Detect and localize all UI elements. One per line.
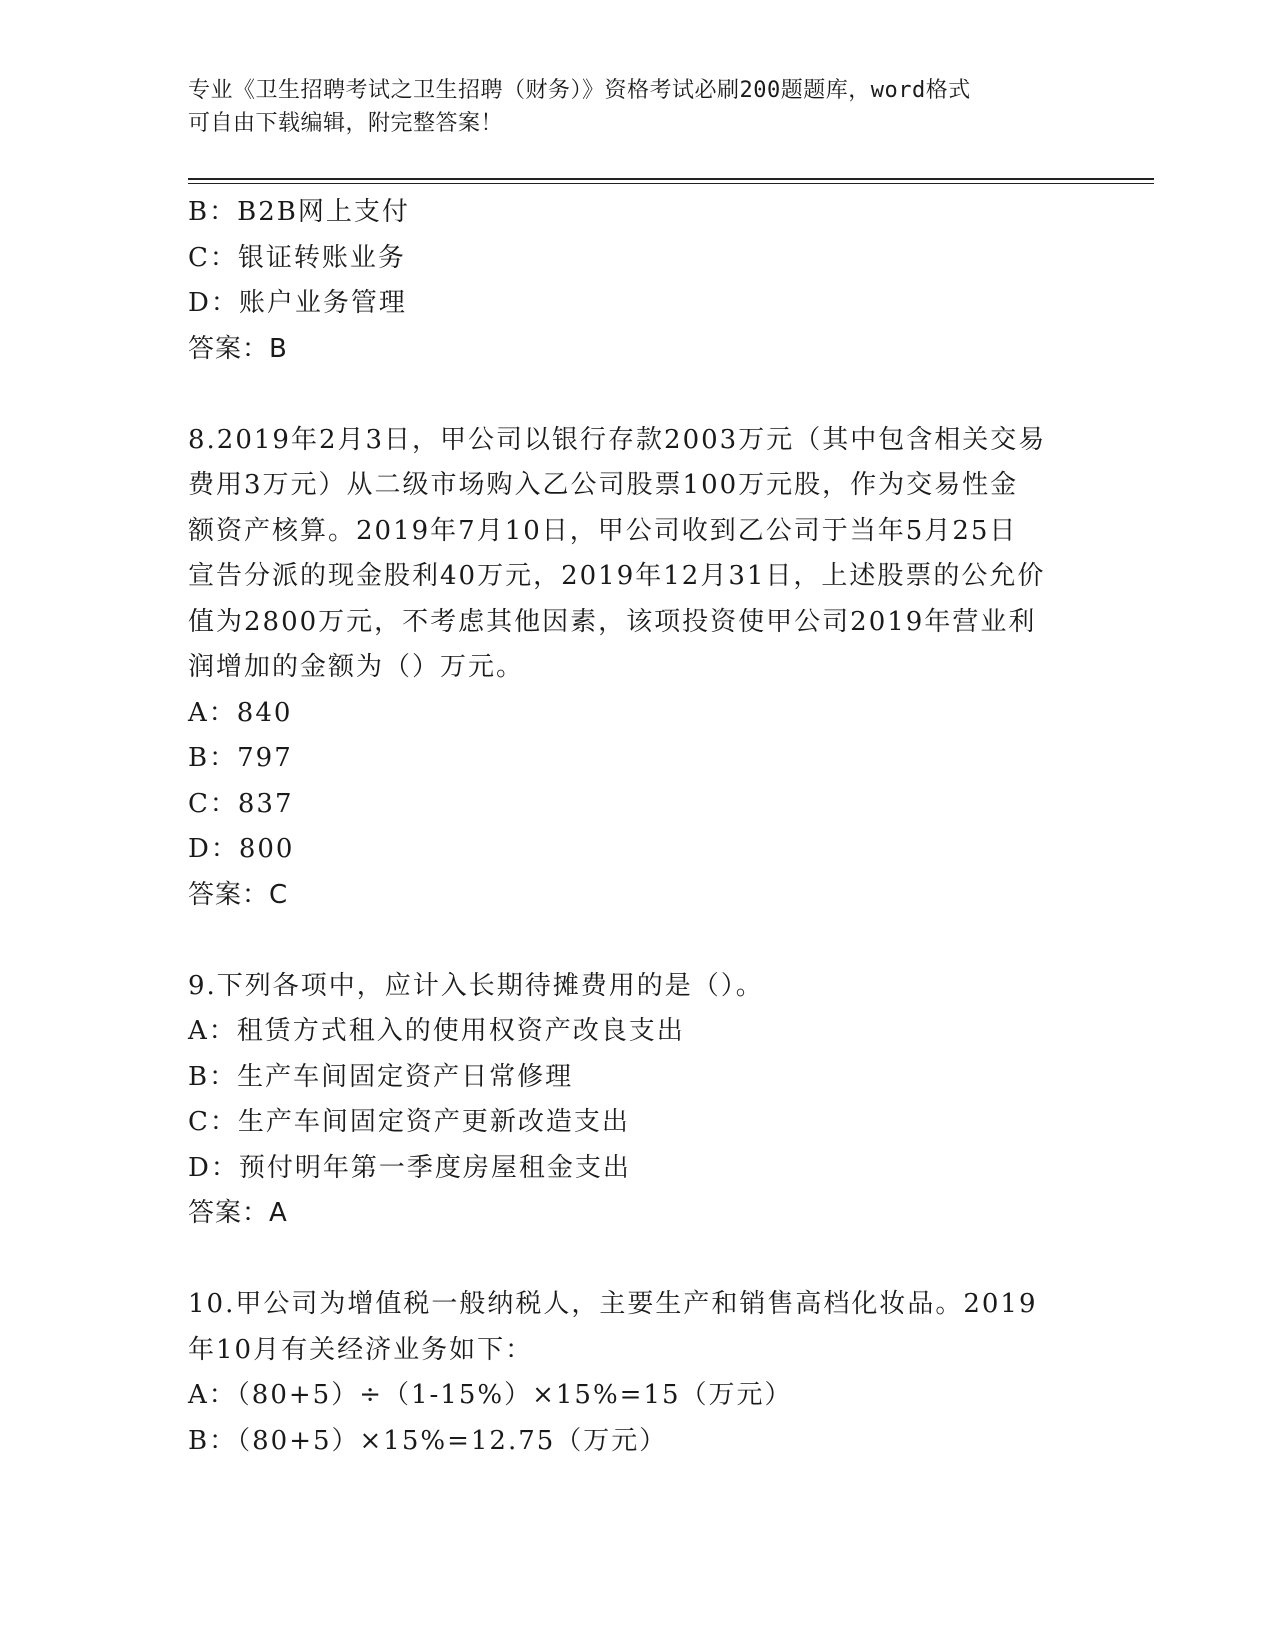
q9-option-b: B：生产车间固定资产日常修理 [188,1061,574,1092]
q7-option-c: C：银证转账业务 [188,242,406,273]
q8-stem-line: 8.2019年2月3日，甲公司以银行存款2003万元（其中包含相关交易 [188,424,1047,455]
q8-stem-line: 宣告分派的现金股利40万元，2019年12月31日，上述股票的公允价 [188,561,1046,591]
spacer [188,1237,1088,1283]
spacer [188,918,1088,964]
q10-option-b: B：（80+5）×15%=12.75（万元） [188,1425,668,1456]
document-header [188,74,1088,140]
q8-stem-line: 润增加的金额为（）万元。 [188,652,525,682]
q8-option-b: B：797 [188,743,293,773]
header-title-line-1: 专业《卫生招聘考试之卫生招聘（财务）》资格考试必刷200题题库，word格式 [188,78,971,103]
q8-answer: 答案：C [188,879,289,910]
spacer [188,372,1088,418]
question-7-tail [188,190,1088,372]
q8-option-c: C：837 [188,788,294,819]
header-divider-thin [188,183,1154,184]
q9-option-d: D：预付明年第一季度房屋租金支出 [188,1152,631,1183]
question-8 [188,418,1088,919]
header-divider-thick [188,178,1154,180]
q7-option-d: D：账户业务管理 [188,288,407,318]
q9-answer: 答案：A [188,1198,288,1228]
q7-option-b: B：B2B网上支付 [188,197,410,227]
q10-stem-line: 年10月有关经济业务如下： [188,1334,534,1365]
q8-stem-line: 费用3万元）从二级市场购入乙公司股票100万元股，作为交易性金 [188,470,1019,500]
question-9 [188,964,1088,1237]
question-10 [188,1282,1088,1464]
q8-option-a: A：840 [188,697,293,728]
q9-option-c: C：生产车间固定资产更新改造支出 [188,1107,630,1137]
header-title-line-2: 可自由下载编辑，附完整答案！ [188,111,504,136]
q9-stem: 9.下列各项中，应计入长期待摊费用的是（）。 [188,970,764,1001]
q8-option-d: D：800 [188,834,295,864]
q10-stem-line: 10.甲公司为增值税一般纳税人，主要生产和销售高档化妆品。2019 [188,1289,1038,1319]
document-body [188,190,1088,1464]
q8-stem-line: 值为2800万元，不考虑其他因素，该项投资使甲公司2019年营业利 [188,606,1037,637]
q7-answer: 答案：B [188,333,288,364]
q8-stem-line: 额资产核算。2019年7月10日，甲公司收到乙公司于当年5月25日 [188,515,1018,546]
q9-option-a: A：租赁方式租入的使用权资产改良支出 [188,1016,685,1046]
q10-option-a: A：（80+5）÷（1-15%）×15%=15（万元） [188,1380,793,1410]
